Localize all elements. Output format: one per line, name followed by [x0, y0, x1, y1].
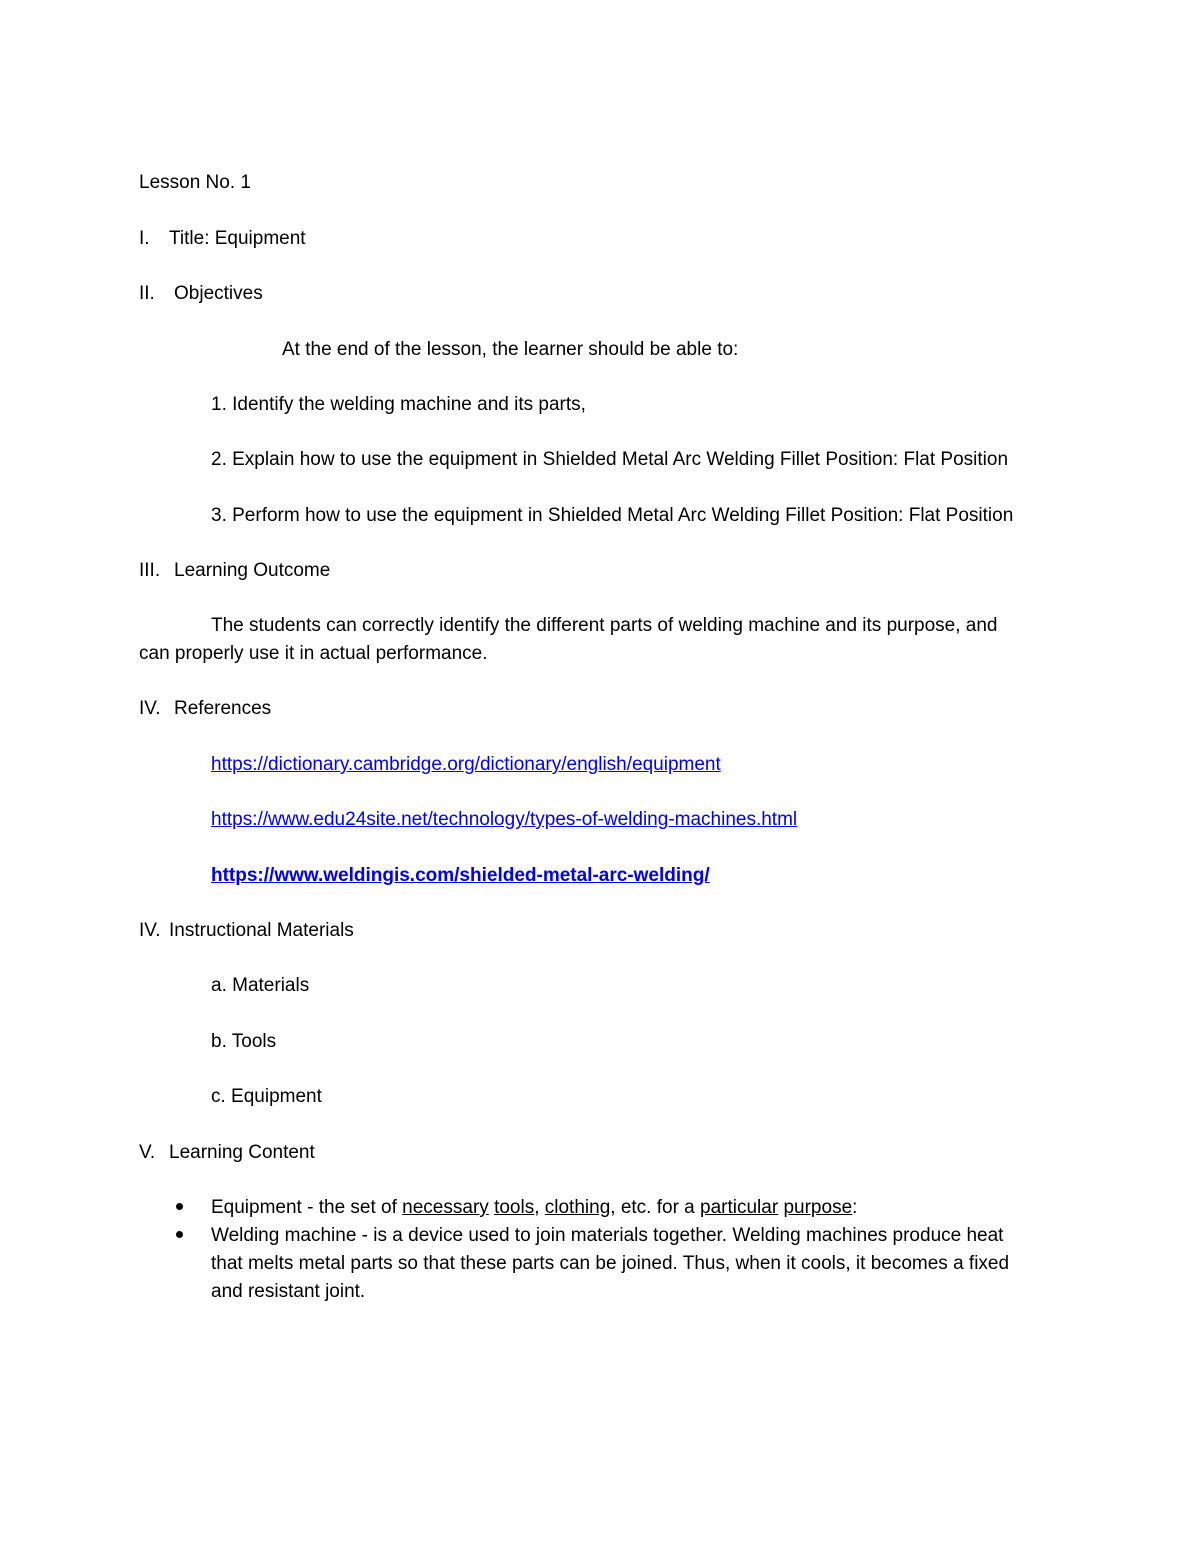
section-instructional-materials-label: Instructional Materials [169, 920, 354, 941]
bullet-icon [176, 1203, 183, 1210]
bullet-icon [176, 1231, 183, 1238]
section-number: III. [139, 560, 161, 581]
section-references [139, 696, 271, 722]
reference-line [211, 863, 710, 889]
section-references-label: References [174, 698, 272, 719]
content-bullet-welding-machine: that melts metal parts so that these parts can be joined. Thus, when it cools, it becomes a fixed [211, 1253, 1010, 1274]
content-bullet-equipment [211, 1195, 857, 1221]
reference-link[interactable]: https://dictionary.cambridge.org/dictionary/english/equipment [211, 754, 721, 775]
section-number: II. [139, 283, 155, 304]
lesson-number: Lesson No. 1 [139, 172, 251, 193]
learning-outcome-text: The students can correctly identify the different parts of welding machine and its purpose, and [211, 615, 998, 636]
section-number: IV. [139, 920, 161, 941]
underlined-term: clothing [544, 1197, 611, 1218]
underlined-term: particular [700, 1197, 779, 1218]
section-number: IV. [139, 698, 161, 719]
section-title [139, 226, 306, 252]
material-item: b. Tools [211, 1031, 277, 1052]
bullet-text: , etc. for a [610, 1197, 701, 1218]
objective-item: 1. Identify the welding machine and its parts, [211, 394, 586, 415]
section-instructional-materials [139, 918, 354, 944]
section-learning-content [139, 1140, 315, 1166]
objective-item: 2. Explain how to use the equipment in Shielded Metal Arc Welding Fillet Position: Flat Position [211, 449, 1009, 470]
content-bullet-welding-machine: Welding machine - is a device used to join materials together. Welding machines produce heat [211, 1225, 1004, 1246]
objectives-intro: At the end of the lesson, the learner should be able to: [282, 339, 739, 360]
section-number: V. [139, 1142, 156, 1163]
objective-item: 3. Perform how to use the equipment in Shielded Metal Arc Welding Fillet Position: Flat Position [211, 505, 1014, 526]
section-learning-content-label: Learning Content [169, 1142, 315, 1163]
material-item: c. Equipment [211, 1086, 322, 1107]
reference-line [211, 752, 721, 778]
material-item: a. Materials [211, 975, 310, 996]
section-objectives [139, 281, 263, 307]
reference-link[interactable]: https://www.edu24site.net/technology/types-of-welding-machines.html [211, 809, 798, 830]
learning-outcome-text: can properly use it in actual performance. [139, 643, 488, 664]
underlined-term: purpose [783, 1197, 853, 1218]
bullet-text: : [852, 1197, 858, 1218]
reference-link[interactable]: https://www.weldingis.com/shielded-metal-arc-welding/ [211, 865, 710, 886]
reference-line [211, 807, 797, 833]
content-bullet-welding-machine: and resistant joint. [211, 1281, 366, 1302]
section-title-label: Title: Equipment [169, 228, 306, 249]
section-learning-outcome [139, 558, 330, 584]
section-learning-outcome-label: Learning Outcome [174, 560, 331, 581]
section-objectives-label: Objectives [174, 283, 263, 304]
bullet-text: Equipment - the set of [211, 1197, 403, 1218]
underlined-term: necessary [402, 1197, 489, 1218]
section-number: I. [139, 228, 150, 249]
underlined-term: tools [494, 1197, 535, 1218]
bullet-text: , [534, 1197, 545, 1218]
